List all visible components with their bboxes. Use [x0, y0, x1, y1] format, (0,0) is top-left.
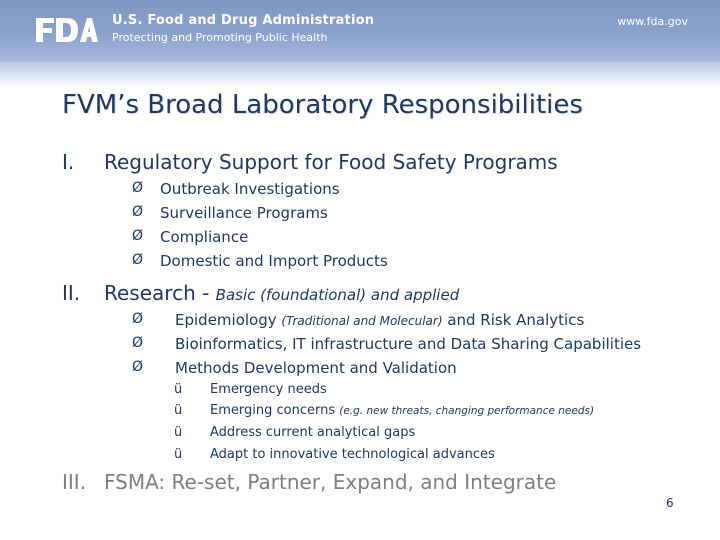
arrow-bullet-icon: Ø	[132, 204, 144, 220]
arrow-bullet-icon: Ø	[132, 335, 144, 351]
section-3-number: III.	[62, 470, 87, 494]
header-fade	[0, 58, 720, 88]
section-1-number: I.	[62, 150, 75, 174]
page-number: 6	[666, 496, 674, 510]
agency-name: U.S. Food and Drug Administration	[112, 13, 375, 28]
section-1-heading	[62, 150, 558, 174]
check-bullet-icon: ü	[174, 447, 183, 462]
check-bullet-icon: ü	[174, 403, 183, 418]
arrow-bullet-icon: Ø	[132, 359, 144, 375]
slide-title: FVM’s Broad Laboratory Responsibilities	[62, 90, 583, 120]
arrow-bullet-icon: Ø	[132, 180, 144, 196]
section-2-title: Research -	[104, 281, 210, 305]
section-2-number: II.	[62, 281, 81, 305]
section-3-heading	[62, 470, 556, 494]
section-1-title: Regulatory Support for Food Safety Programs	[104, 150, 558, 174]
check-bullet-icon: ü	[174, 382, 183, 397]
arrow-bullet-icon: Ø	[132, 228, 144, 244]
header-banner	[0, 0, 720, 62]
site-url[interactable]: www.fda.gov	[617, 15, 688, 28]
section-3-title: FSMA: Re-set, Partner, Expand, and Integrate	[104, 470, 557, 494]
section-2-heading	[62, 281, 459, 305]
agency-tagline: Protecting and Promoting Public Health	[112, 31, 328, 44]
section-2-note: Basic (foundational) and applied	[215, 286, 460, 304]
check-bullet-icon: ü	[174, 425, 183, 440]
arrow-bullet-icon: Ø	[132, 311, 144, 327]
fda-logo	[34, 16, 98, 44]
arrow-bullet-icon: Ø	[132, 252, 144, 268]
